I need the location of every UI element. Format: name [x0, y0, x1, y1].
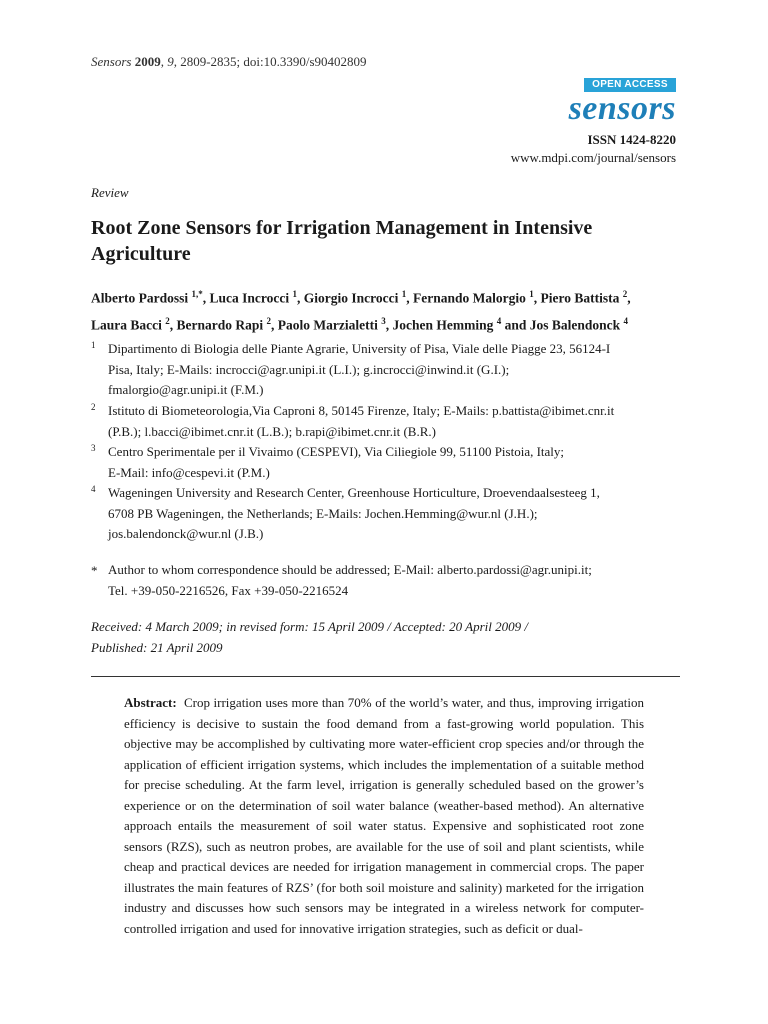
author-affil-sup: 2 [165, 315, 170, 326]
author-list [91, 283, 681, 336]
affiliation-2 [91, 401, 681, 442]
author-affil-sup: 1,* [191, 289, 203, 299]
author-name: Fernando Malorgio [412, 290, 526, 306]
affiliation-text: Istituto di Biometeorologia,Via Caproni 8, 50145 Firenze, Italy; E-Mails: p.battista@ibimet.cnr.it (P.B.); l.bacci@ibimet.cnr.it (L.B.); b.rapi@ibimet.cnr.it (B.R.) [108, 403, 615, 439]
affiliation-number: 4 [91, 484, 96, 494]
article-type: Review [91, 185, 129, 200]
author-name: Luca Incrocci [209, 290, 290, 306]
affiliation-number: 2 [91, 402, 96, 412]
journal-url[interactable]: www.mdpi.com/journal/sensors [510, 150, 676, 165]
author-affil-sup: 2 [266, 315, 272, 326]
author-name: Bernardo Rapi [176, 317, 264, 332]
received-dates: Received: 4 March 2009; in revised form: 15 April 2009 / Accepted: 20 April 2009 / [91, 619, 528, 634]
citation-volume: 9 [167, 54, 174, 69]
affiliation-text: Wageningen University and Research Center, Greenhouse Horticulture, Droevendaalsesteeg 1, 6708 PB Wageningen, the Netherlands; E-Mails: Jochen.Hemming@wur.nl (J.H.); jos.balendonck@wur.nl (J.B.) [108, 485, 600, 541]
author-affil-sup: 1 [529, 289, 534, 299]
citation-year: 2009 [134, 54, 161, 69]
affiliation-text: Dipartimento di Biologia delle Piante Agrarie, University of Pisa, Viale delle Piagge 23, 56124-I Pisa, Italy; E-Mails: incrocci@agr.unipi.it (L.I.); g.incrocci@inwind.it (G.I.); fmalorgio@agr.unipi.it (F.M.) [108, 341, 611, 397]
abstract-text: Crop irrigation uses more than 70% of the world’s water, and thus, improving irrigation efficiency is decisive to sustain the food demand from a fast-growing world population. This objective may be accomplished by cultivating more water-efficient crop species and/or through the application of efficient irrigation systems, which includes the implementation of a suitable method for precise scheduling. At the farm level, irrigation is generally scheduled based on the grower’s experience or on the determination of soil water balance (weather-based method). An alternative approach entails the measurement of soil water status. Expensive and sophisticated root zone sensors (RZS), such as neutron probes, are available for the use of soil and plant scientists, while cheap and practical devices are needed for irrigation management in commercial crops. The paper illustrates the main features of RZS’ (for both soil moisture and salinity) marketed for the irrigation industry and discusses how such sensors may be integrated in a wireless network for computer-controlled irrigation and used for innovative irrigation strategies, such as deficit or dual- [124, 695, 645, 936]
author-name: Jos Balendonck [529, 317, 621, 332]
author-affil-sup: 4 [623, 315, 629, 326]
author-name: Piero Battista [540, 290, 620, 306]
affiliation-number: 3 [91, 443, 96, 453]
author-affil-sup: 1 [401, 289, 407, 299]
citation-line: Sensors 2009, 9, 2809-2835; doi:10.3390/s90402809 [91, 54, 367, 69]
corresponding-star: * [198, 289, 203, 299]
publication-dates [91, 616, 681, 658]
author-affil-sup: 2 [622, 289, 628, 299]
title-line-1: Root Zone Sensors for Irrigation Management in Intensive [91, 217, 593, 239]
author-affil-sup: 3 [381, 315, 386, 326]
open-access-badge: OPEN ACCESS [584, 78, 676, 92]
affiliation-text: Centro Sperimentale per il Vivaimo (CESPEVI), Via Ciliegiole 99, 51100 Pistoia, Italy; E-Mail: info@cespevi.it (P.M.) [108, 444, 565, 480]
authors-line-2: Laura Bacci $^2$, Bernardo Rapi $^2$, Paolo Marzialetti $^3$, Jochen Hemming $^4$ and Jos Balendonck $^4$ [91, 315, 629, 332]
abstract-label: Abstract: [124, 695, 177, 710]
authors-line-1: Alberto Pardossi $^{1,*}$, Luca Incrocci $^1$, Giorgio Incrocci $^1$, Fernando Malorgio $^1$, Piero Battista $^2$, [91, 289, 631, 306]
author-name: Alberto Pardossi [91, 290, 189, 306]
published-date: Published: 21 April 2009 [91, 640, 223, 655]
citation-pages-doi: 2809-2835; doi:10.3390/s90402809 [180, 54, 367, 69]
affiliation-4 [91, 483, 681, 545]
author-affil-sup: 4 [496, 315, 502, 326]
title-line-2: Agriculture [91, 243, 191, 265]
journal-logo: sensors [568, 90, 676, 127]
correspondence-note [91, 560, 681, 601]
journal-name: Sensors [91, 54, 132, 69]
paper-title [91, 215, 681, 267]
correspondence-star: * [91, 563, 98, 578]
affiliation-number: 1 [91, 340, 96, 350]
author-name: Jochen Hemming [392, 317, 494, 332]
author-name: Laura Bacci [91, 317, 162, 332]
issn: ISSN 1424-8220 [587, 132, 676, 147]
and-word: and [504, 317, 527, 332]
correspondence-text: Author to whom correspondence should be addressed; E-Mail: alberto.pardossi@agr.unipi.it; Tel. +39-050-2216526, Fax +39-050-2216524 [108, 562, 592, 598]
author-name: Paolo Marzialetti [277, 317, 378, 332]
abstract [124, 693, 644, 939]
abstract-divider [91, 676, 680, 677]
author-name: Giorgio Incrocci [303, 290, 399, 306]
affiliation-1 [91, 339, 681, 401]
affiliation-3 [91, 442, 681, 483]
author-affil-sup: 1 [292, 289, 297, 299]
